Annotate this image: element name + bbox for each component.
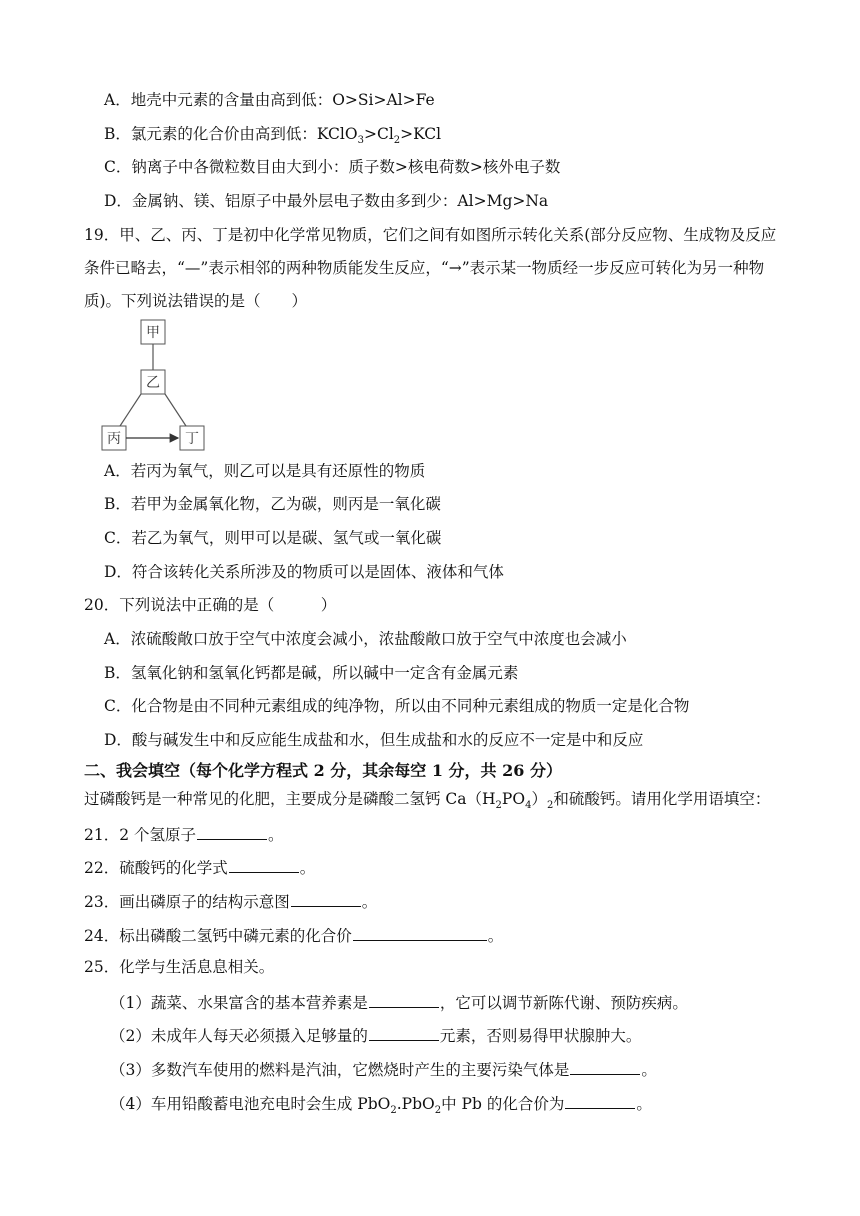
q19-option-c: C．若乙为氧气，则甲可以是碳、氢气或一氧化碳: [104, 529, 442, 547]
q25-sub4: （4）车用铅酸蓄电池充电时会生成 PbO$_2$.PbO$_2$中 Pb 的化合价为 。: [110, 1092, 652, 1114]
q20-option-c: C．化合物是由不同种元素组成的纯净物，所以由不同种元素组成的物质一定是化合物: [104, 697, 690, 715]
q22-answer-blank[interactable]: [229, 856, 299, 873]
q25-sub3: （3）多数汽车使用的燃料是汽油，它燃烧时产生的主要污染气体是 。: [110, 1058, 657, 1080]
q18-option-c: C．钠离子中各微粒数目由大到小：质子数>核电荷数>核外电子数: [104, 158, 561, 176]
link-yi-ding: [165, 394, 186, 426]
section-intro: 过磷酸钙是一种常见的化肥，主要成分是磷酸二氢钙 $Ca(H_2PO_4)_2$和硫酸钙。请用化学用语填空：: [84, 790, 771, 812]
q25-sub4-answer-blank[interactable]: [565, 1092, 635, 1109]
node-yi-label: 乙: [146, 375, 160, 391]
q19-option-d: D．符合该转化关系所涉及的物质可以是固体、液体和气体: [104, 563, 504, 581]
q19-option-a: A．若丙为氧气，则乙可以是具有还原性的物质: [104, 462, 426, 480]
q25-sub3-answer-blank[interactable]: [570, 1058, 640, 1075]
node-jia-label: 甲: [146, 325, 160, 341]
q25-sub2-answer-blank[interactable]: [369, 1024, 439, 1041]
link-yi-bing: [120, 394, 141, 426]
node-ding-label: 丁: [185, 431, 199, 447]
q18-option-d: D．金属钠、镁、铝原子中最外层电子数由多到少：Al>Mg>Na: [104, 192, 549, 210]
q25-sub1: （1）蔬菜、水果富含的基本营养素是 ，它可以调节新陈代谢、预防疾病。: [110, 991, 688, 1013]
q25-stem: 25．化学与生活息息相关。: [84, 958, 275, 976]
q20-option-d: D．酸与碱发生中和反应能生成盐和水，但生成盐和水的反应不一定是中和反应: [104, 731, 644, 749]
q20-stem: 20．下列说法中正确的是（ ）: [84, 596, 337, 614]
q20-option-b: B．氢氧化钠和氢氧化钙都是碱，所以碱中一定含有金属元素: [104, 664, 519, 682]
q19-stem-line1: 19．甲、乙、丙、丁是初中化学常见物质，它们之间有如图所示转化关系(部分反应物、生成物及反应: [84, 226, 777, 244]
q25-sub1-answer-blank[interactable]: [369, 991, 439, 1008]
q22: 22．硫酸钙的化学式 。: [84, 856, 315, 878]
q20-option-a: A．浓硫酸敞口放于空气中浓度会减小，浓盐酸敞口放于空气中浓度也会减小: [104, 630, 627, 648]
q18-option-a: A．地壳中元素的含量由高到低：O>Si>Al>Fe: [104, 91, 435, 109]
q18-option-b: B．氯元素的化合价由高到低：$KClO_3>Cl_2>KCl$: [104, 125, 442, 147]
section-heading: 二、我会填空（每个化学方程式 2 分，其余每空 1 分，共 26 分）: [84, 761, 562, 780]
node-bing-label: 丙: [107, 431, 121, 447]
q19-option-b: B．若甲为金属氧化物，乙为碳，则丙是一氧化碳: [104, 495, 441, 513]
q19-stem-line2: 条件已略去，“—”表示相邻的两种物质能发生反应，“→”表示某一物质经一步反应可转化为另一种物: [84, 259, 765, 277]
q21: 21．2 个氢原子 。: [84, 823, 284, 845]
q19-stem-line3: 质)。下列说法错误的是（ ）: [84, 292, 308, 310]
q25-sub2: （2）未成年人每天必须摄入足够量的 元素，否则易得甲状腺肿大。: [110, 1024, 641, 1046]
conversion-diagram: [98, 318, 210, 452]
q23-answer-blank[interactable]: [291, 890, 361, 907]
q23: 23．画出磷原子的结构示意图 。: [84, 890, 377, 912]
q24: 24．标出磷酸二氢钙中磷元素的化合价 。: [84, 924, 503, 946]
q24-answer-blank[interactable]: [353, 924, 487, 941]
q21-answer-blank[interactable]: [197, 823, 267, 840]
